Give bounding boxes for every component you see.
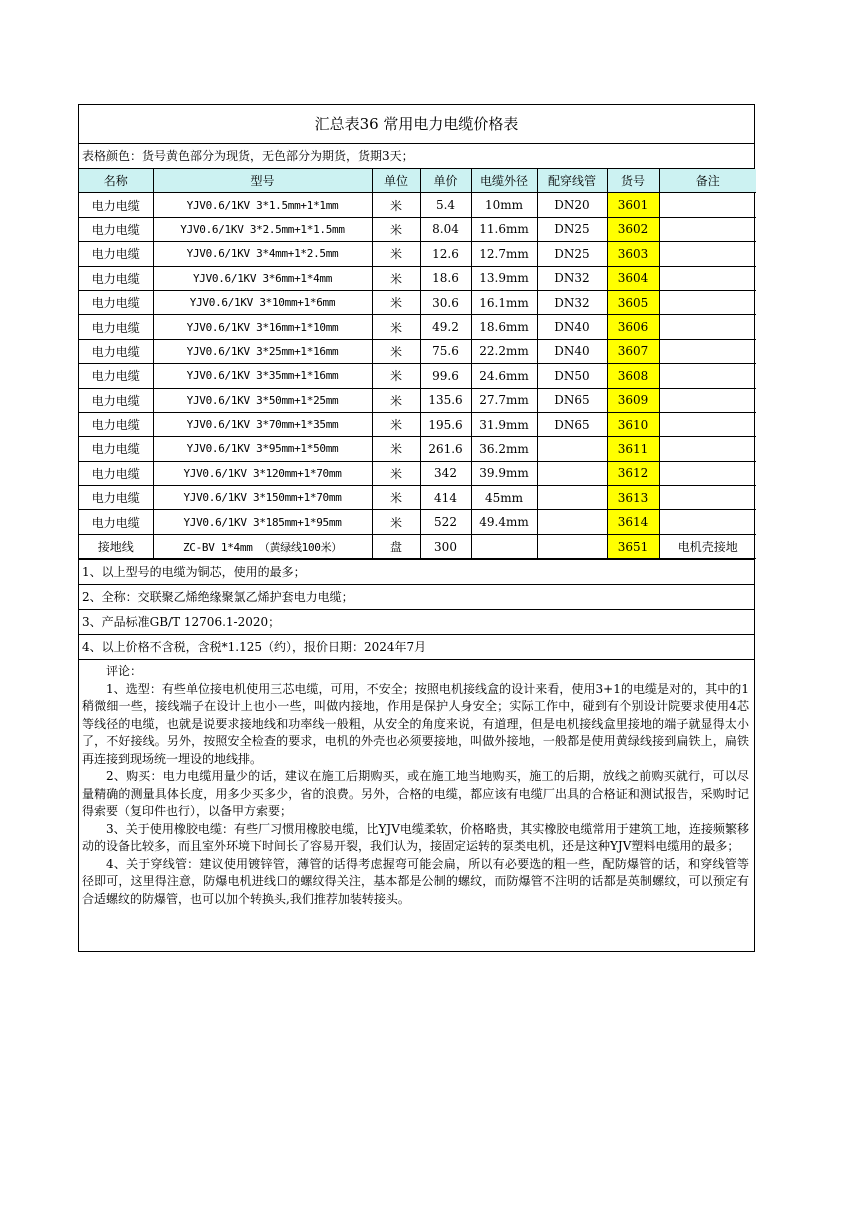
cell-model: YJV0.6/1KV 3*2.5mm+1*1.5mm [153,217,372,241]
col-header-diameter: 电缆外径 [471,169,537,193]
cell-diameter: 27.7mm [471,388,537,412]
cell-conduit: DN65 [537,412,607,436]
table-row [79,437,756,461]
price-table [79,169,756,559]
cell-remark [659,266,756,290]
comment-paragraph: 2、购买：电力电缆用量少的话，建议在施工后期购买，或在施工地当地购买，施工的后期，放线之前购买就行，可以尽量精确的测量具体长度，用多少买多少，省的浪费。另外，合格的电缆，都应该有电缆厂出具的合格证和测试报告，采购时记得索要（复印件也行），以备甲方索要； [82,769,749,819]
comment-paragraph: 3、关于使用橡胶电缆：有些厂习惯用橡胶电缆，比YJV电缆柔软，价格略贵，其实橡胶电缆常用于建筑工地，连接频繁移动的设备比较多，而且室外环境下时间长了容易开裂，我们认为，接固定运转的泵类电机，还是这种YJV塑料电缆用的最多； [82,821,749,854]
table-row [79,388,756,412]
cell-name: 电力电缆 [79,412,153,436]
cell-stock-code: 3602 [607,217,659,241]
cell-price: 30.6 [420,290,471,314]
cell-diameter: 49.4mm [471,510,537,534]
table-row [79,510,756,534]
cell-remark [659,437,756,461]
cell-stock-code: 3614 [607,510,659,534]
cell-name: 电力电缆 [79,437,153,461]
cell-name: 电力电缆 [79,290,153,314]
cell-name: 电力电缆 [79,364,153,388]
cell-remark [659,217,756,241]
cell-diameter: 45mm [471,486,537,510]
cell-diameter: 22.2mm [471,339,537,363]
cell-unit: 米 [372,510,420,534]
cell-price: 135.6 [420,388,471,412]
col-header-name: 名称 [79,169,153,193]
cell-price: 522 [420,510,471,534]
table-row [79,486,756,510]
cell-conduit: DN25 [537,217,607,241]
cell-conduit: DN40 [537,315,607,339]
cell-remark [659,193,756,217]
cell-remark [659,290,756,314]
col-header-conduit: 配穿线管 [537,169,607,193]
comment-paragraph: 1、选型：有些单位接电机使用三芯电缆，可用，不安全；按照电机接线盒的设计来看，使用3+1的电缆是对的，其中的1稍微细一些，接线端子在设计上也小一些，叫做内接地，作用是保护人身安全；实际工作中，碰到有个别设计院要求使用4芯等线径的电缆，也就是说要求接地线和功率线一般粗，从安全的角度来说，有道理，但是电机接线盒里接地的端子就显得太小了，不好接线。另外，按照安全检查的要求，电机的外壳也必须要接地，叫做外接地，一般都是使用黄绿线接到扁铁上，扁铁再连接到现场统一埋设的地线排。 [82,681,749,766]
cell-unit: 米 [372,364,420,388]
cell-diameter [471,534,537,558]
cell-diameter: 36.2mm [471,437,537,461]
table-row [79,315,756,339]
cell-remark [659,339,756,363]
cell-conduit [537,510,607,534]
cell-conduit: DN32 [537,290,607,314]
cell-model: YJV0.6/1KV 3*150mm+1*70mm [153,486,372,510]
cell-conduit: DN65 [537,388,607,412]
cell-stock-code: 3613 [607,486,659,510]
cell-price: 5.4 [420,193,471,217]
cell-unit: 米 [372,315,420,339]
table-row [79,290,756,314]
cell-price: 18.6 [420,266,471,290]
cell-name: 接地线 [79,534,153,558]
cell-conduit: DN32 [537,266,607,290]
cell-model: YJV0.6/1KV 3*185mm+1*95mm [153,510,372,534]
cell-model: YJV0.6/1KV 3*35mm+1*16mm [153,364,372,388]
cell-model: YJV0.6/1KV 3*70mm+1*35mm [153,412,372,436]
table-row [79,339,756,363]
cell-diameter: 24.6mm [471,364,537,388]
cell-conduit [537,534,607,558]
cell-remark [659,388,756,412]
cell-diameter: 10mm [471,193,537,217]
cell-price: 75.6 [420,339,471,363]
cell-conduit: DN50 [537,364,607,388]
cell-stock-code: 3608 [607,364,659,388]
cell-model: YJV0.6/1KV 3*120mm+1*70mm [153,461,372,485]
cell-name: 电力电缆 [79,339,153,363]
cell-model: YJV0.6/1KV 3*6mm+1*4mm [153,266,372,290]
table-row [79,412,756,436]
cell-diameter: 12.7mm [471,242,537,266]
cell-unit: 米 [372,461,420,485]
table-row [79,217,756,241]
cell-model: YJV0.6/1KV 3*1.5mm+1*1mm [153,193,372,217]
col-header-model: 型号 [153,169,372,193]
cell-unit: 米 [372,412,420,436]
cell-conduit: DN25 [537,242,607,266]
cell-model: YJV0.6/1KV 3*50mm+1*25mm [153,388,372,412]
table-row [79,193,756,217]
cell-stock-code: 3607 [607,339,659,363]
cell-conduit [537,486,607,510]
cell-unit: 盘 [372,534,420,558]
cell-stock-code: 3605 [607,290,659,314]
cell-diameter: 39.9mm [471,461,537,485]
note-line: 1、以上型号的电缆为铜芯，使用的最多； [79,559,754,584]
cell-diameter: 13.9mm [471,266,537,290]
cell-conduit [537,461,607,485]
cell-remark [659,510,756,534]
cell-diameter: 31.9mm [471,412,537,436]
comments-block [79,659,754,951]
cell-model: YJV0.6/1KV 3*10mm+1*6mm [153,290,372,314]
cell-name: 电力电缆 [79,266,153,290]
cell-price: 195.6 [420,412,471,436]
cell-stock-code: 3610 [607,412,659,436]
cell-price: 261.6 [420,437,471,461]
cell-name: 电力电缆 [79,510,153,534]
cell-remark [659,242,756,266]
col-header-remark: 备注 [659,169,756,193]
cell-name: 电力电缆 [79,242,153,266]
cell-stock-code: 3651 [607,534,659,558]
table-row [79,364,756,388]
col-header-price: 单价 [420,169,471,193]
note-line: 3、产品标准GB/T 12706.1-2020； [79,609,754,634]
comment-paragraph: 4、关于穿线管：建议使用镀锌管，薄管的话得考虑握弯可能会扁，所以有必要选的粗一些，配防爆管的话，和穿线管等径即可，这里得注意，防爆电机进线口的螺纹得关注，基本都是公制的螺纹，而防爆管不注明的话都是英制螺纹，可以预定有合适螺纹的防爆管，也可以加个转换头,我们推荐加装转接头。 [82,856,749,906]
cell-model: ZC-BV 1*4mm （黄绿线100米） [153,534,372,558]
col-header-code: 货号 [607,169,659,193]
cell-remark [659,412,756,436]
table-row [79,266,756,290]
cell-unit: 米 [372,217,420,241]
cell-unit: 米 [372,266,420,290]
cell-unit: 米 [372,242,420,266]
cell-conduit: DN20 [537,193,607,217]
table-row [79,242,756,266]
cell-unit: 米 [372,339,420,363]
cell-remark [659,461,756,485]
cell-name: 电力电缆 [79,217,153,241]
cell-unit: 米 [372,193,420,217]
cell-price: 49.2 [420,315,471,339]
cell-model: YJV0.6/1KV 3*95mm+1*50mm [153,437,372,461]
color-legend-note: 表格颜色：货号黄色部分为现货，无色部分为期货，货期3天； [79,144,754,169]
note-line: 4、以上价格不含税，含税*1.125（约），报价日期：2024年7月 [79,634,754,659]
price-sheet [78,104,755,952]
cell-remark [659,364,756,388]
cell-unit: 米 [372,486,420,510]
cell-remark [659,486,756,510]
cell-stock-code: 3609 [607,388,659,412]
cell-model: YJV0.6/1KV 3*25mm+1*16mm [153,339,372,363]
cell-price: 414 [420,486,471,510]
cell-name: 电力电缆 [79,461,153,485]
cell-remark [659,315,756,339]
cell-price: 12.6 [420,242,471,266]
cell-price: 99.6 [420,364,471,388]
cell-price: 342 [420,461,471,485]
cell-unit: 米 [372,437,420,461]
comments-heading: 评论： [106,664,143,679]
cell-model: YJV0.6/1KV 3*16mm+1*10mm [153,315,372,339]
cell-conduit: DN40 [537,339,607,363]
cell-diameter: 16.1mm [471,290,537,314]
cell-diameter: 18.6mm [471,315,537,339]
cell-stock-code: 3612 [607,461,659,485]
cell-name: 电力电缆 [79,193,153,217]
cell-unit: 米 [372,388,420,412]
cell-stock-code: 3611 [607,437,659,461]
cell-price: 8.04 [420,217,471,241]
cell-name: 电力电缆 [79,315,153,339]
cell-price: 300 [420,534,471,558]
cell-conduit [537,437,607,461]
cell-model: YJV0.6/1KV 3*4mm+1*2.5mm [153,242,372,266]
cell-stock-code: 3601 [607,193,659,217]
cell-name: 电力电缆 [79,388,153,412]
note-line: 2、全称：交联聚乙烯绝缘聚氯乙烯护套电力电缆； [79,584,754,609]
sheet-title: 汇总表36 常用电力电缆价格表 [79,105,754,144]
cell-stock-code: 3606 [607,315,659,339]
cell-remark: 电机壳接地 [659,534,756,558]
cell-stock-code: 3603 [607,242,659,266]
cell-unit: 米 [372,290,420,314]
cell-stock-code: 3604 [607,266,659,290]
table-header-row [79,169,756,193]
table-row [79,534,756,558]
cell-name: 电力电缆 [79,486,153,510]
table-row [79,461,756,485]
cell-diameter: 11.6mm [471,217,537,241]
col-header-unit: 单位 [372,169,420,193]
